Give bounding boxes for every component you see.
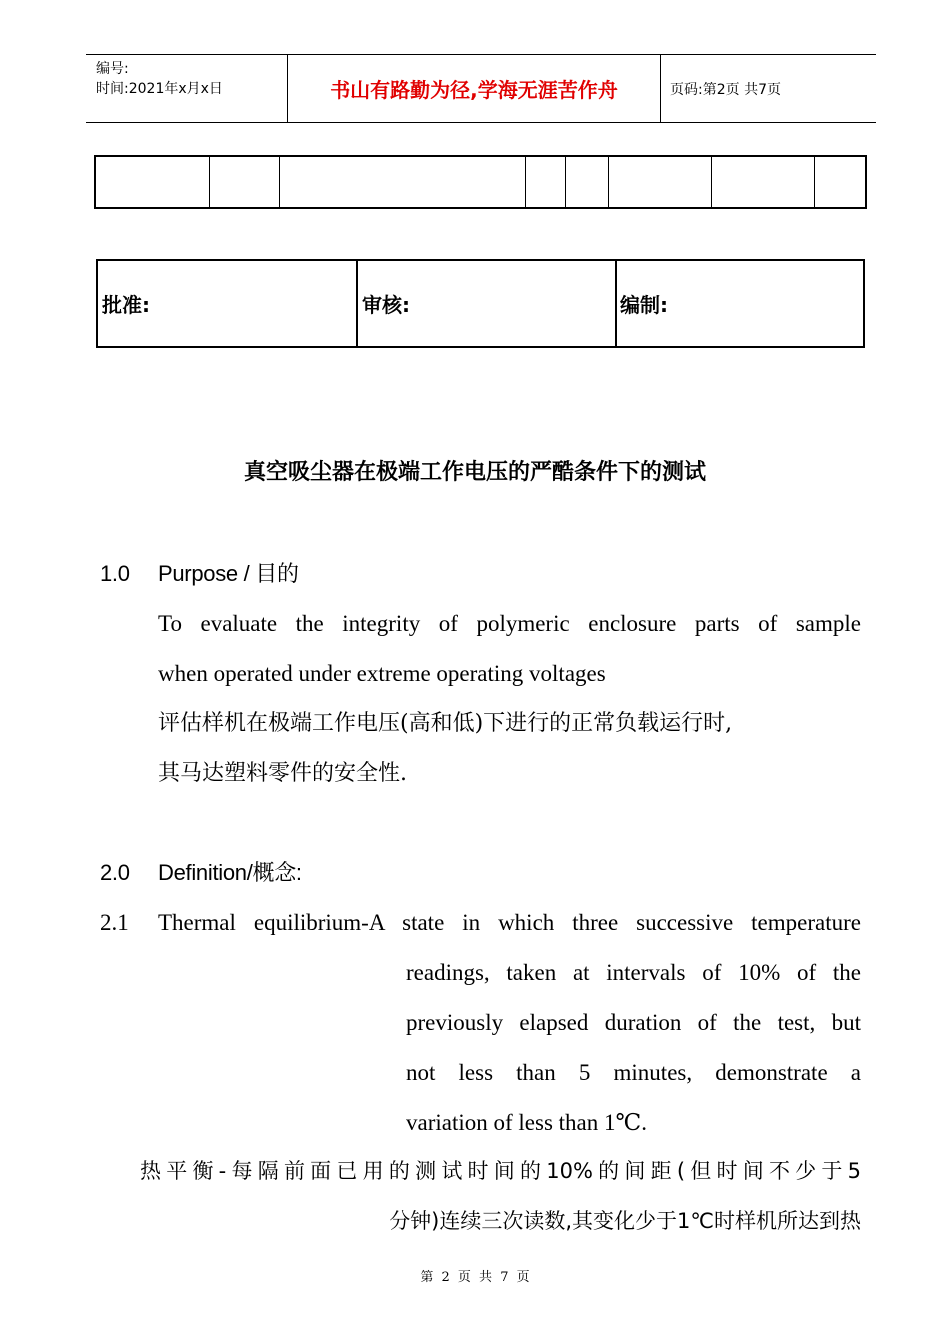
paragraph-line: 评估样机在极端工作电压(高和低)下进行的正常负载运行时, [158, 711, 733, 736]
item-continuation [406, 948, 861, 1148]
paragraph-line: 其马达塑料零件的安全性. [158, 761, 407, 786]
section-1-body [158, 599, 861, 799]
table-column-divider [565, 157, 566, 207]
section-2-heading [100, 855, 302, 891]
header-page-number: 页码:第2页 共7页 [670, 81, 781, 98]
prepare-label: 编制: [620, 293, 668, 317]
page-header [86, 54, 876, 123]
item-number: 2.1 [100, 910, 129, 935]
review-label: 审核: [362, 293, 410, 317]
paragraph-line: 分钟)连续三次读数,其变化少于1℃时样机所达到热 [389, 1209, 861, 1233]
definition-chinese [140, 1146, 861, 1246]
section-title: Definition/概念: [158, 860, 302, 885]
item-line: previously elapsed duration of the test, but [406, 1010, 861, 1035]
page-footer: 第 2 页 共 7 页 [420, 1270, 530, 1285]
paragraph-line: when operated under extreme operating voltages [158, 661, 606, 686]
header-divider [660, 55, 661, 122]
document-number-label: 编号: [96, 61, 129, 77]
section-number: 1.0 [100, 561, 130, 586]
table-column-divider [615, 261, 617, 346]
table-column-divider [525, 157, 526, 207]
paragraph-line: To evaluate the integrity of polymeric enclosure parts of sample [158, 611, 861, 636]
table-column-divider [711, 157, 712, 207]
table-column-divider [279, 157, 280, 207]
empty-table [94, 155, 867, 209]
item-line: Thermal equilibrium-A state in which three successive temperature [158, 910, 861, 935]
header-motto: 书山有路勤为径,学海无涯苦作舟 [330, 78, 618, 102]
item-line: variation of less than 1℃. [406, 1110, 647, 1135]
section-number: 2.0 [100, 860, 130, 885]
section-title: Purpose / 目的 [158, 561, 299, 586]
approval-table [96, 259, 865, 348]
table-column-divider [814, 157, 815, 207]
table-column-divider [608, 157, 609, 207]
paragraph-line: 热平衡-每隔前面已用的测试时间的10%的间距(但时间不少于5 [140, 1159, 861, 1183]
item-line: readings, taken at intervals of 10% of the [406, 960, 861, 985]
section-1-heading [100, 556, 299, 592]
approve-label: 批准: [102, 293, 150, 317]
item-line: not less than 5 minutes, demonstrate a [406, 1060, 861, 1085]
header-meta [96, 59, 223, 99]
document-title: 真空吸尘器在极端工作电压的严酷条件下的测试 [243, 460, 706, 485]
table-column-divider [209, 157, 210, 207]
document-time-label: 时间:2021年x月x日 [96, 81, 223, 97]
table-column-divider [356, 261, 358, 346]
